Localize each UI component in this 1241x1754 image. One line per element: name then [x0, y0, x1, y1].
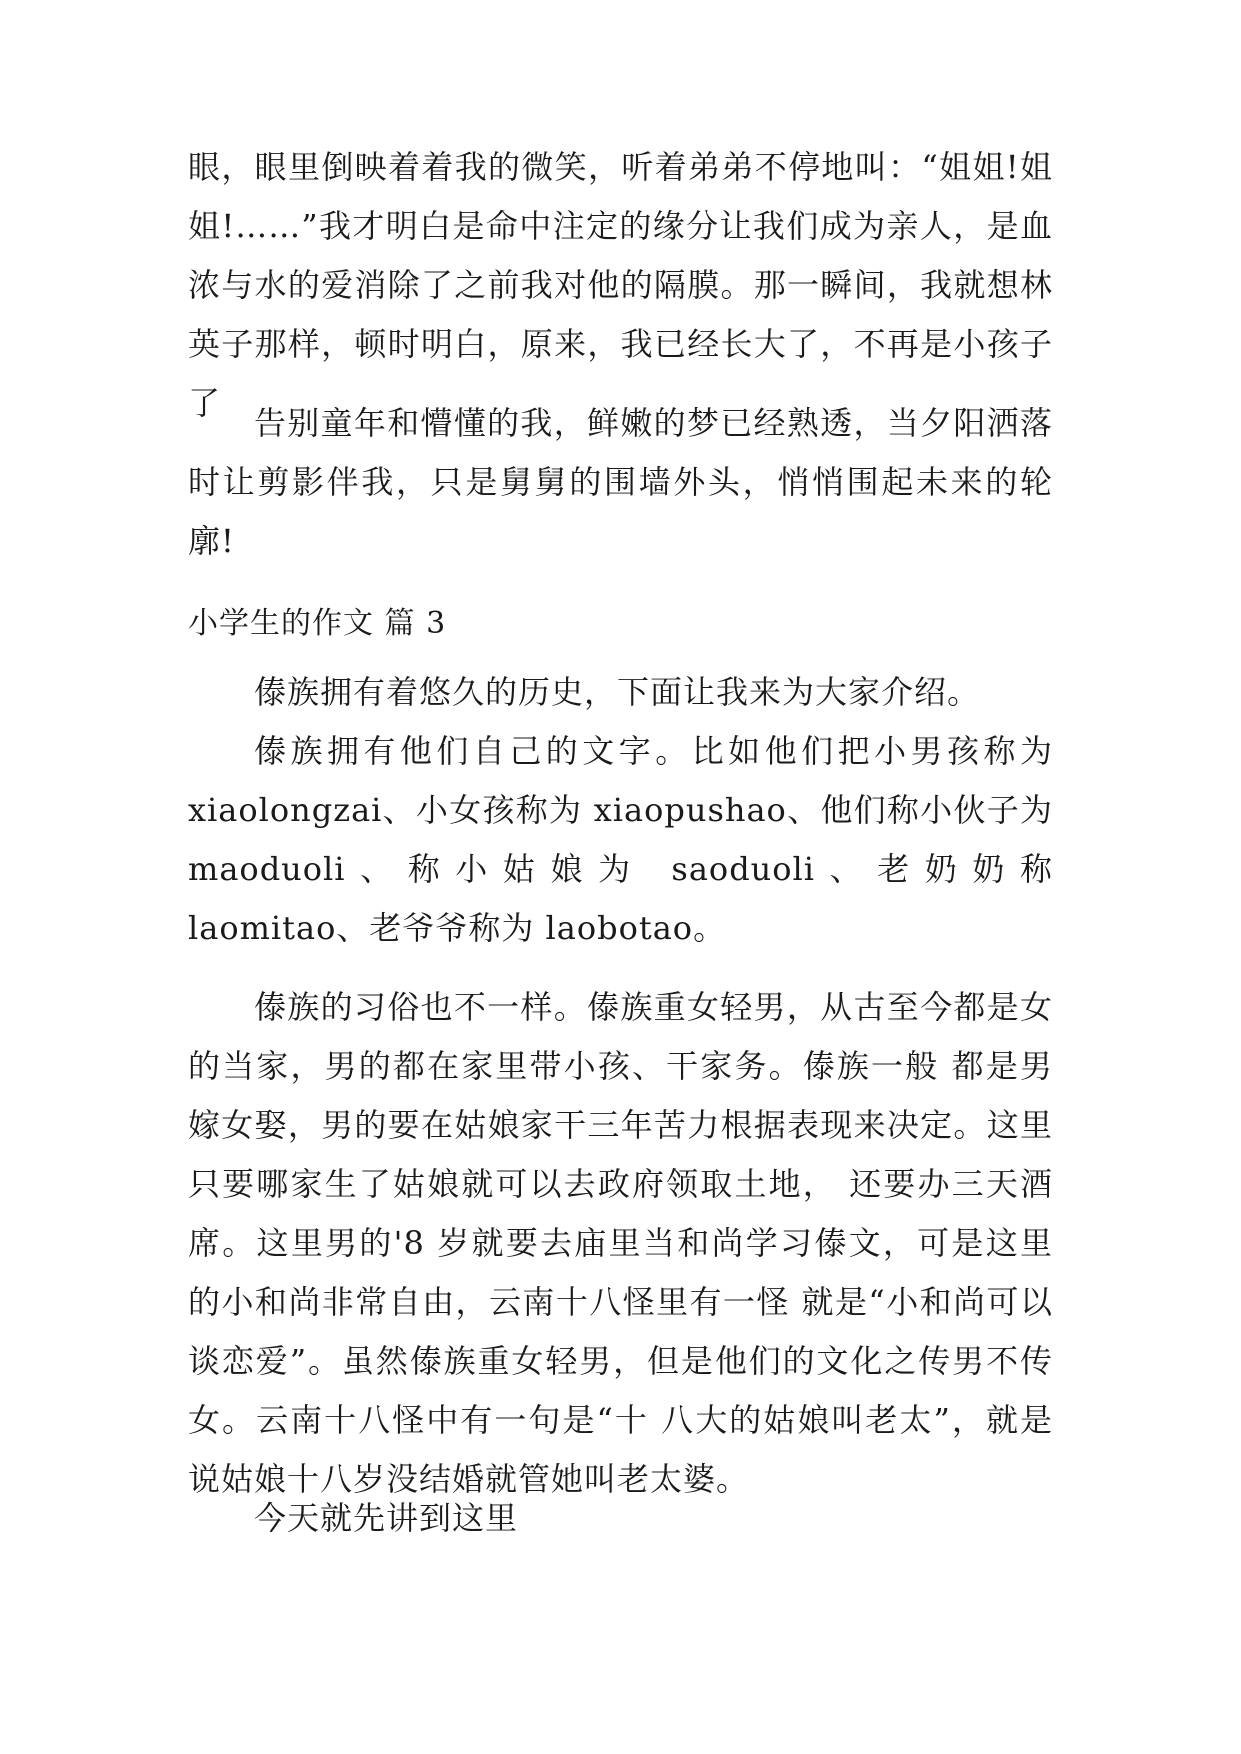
closing-paragraph: 今天就先讲到这里: [254, 1499, 519, 1537]
section-title: 小学生的作文 篇 3: [188, 606, 447, 641]
continuation-paragraph: 眼，眼里倒映着着我的微笑，听着弟弟不停地叫：“姐姐!姐姐!……”我才明白是命中注定的缘分让我们成为亲人，是血浓与水的爱消除了之前我对他的隔膜。那一瞬间，我就想林英子那样，顿时明白，原来，我已经长大了，不再是小孩子了: [188, 148, 1053, 422]
writing-paragraph: 傣族拥有他们自己的文字。比如他们把小男孩称为 xiaolongzai、小女孩称为 xiaopushao、他们称小伙子为 maoduoli、称小姑娘为 saoduoli、老奶奶称 laomitao、老爷爷称为 laobotao。: [188, 732, 1053, 947]
intro-paragraph: 傣族拥有着悠久的历史，下面让我来为大家介绍。: [254, 673, 981, 711]
customs-paragraph: 傣族的习俗也不一样。傣族重女轻男，从古至今都是女的当家，男的都在家里带小孩、干家务。傣族一般 都是男嫁女娶，男的要在姑娘家干三年苦力根据表现来决定。这里只要哪家生了姑娘就可以去政府领取土地， 还要办三天酒席。这里男的'8 岁就要去庙里当和尚学习傣文，可是这里的小和尚非常自由，云南十八怪里有一怪 就是“小和尚可以谈恋爱”。虽然傣族重女轻男，但是他们的文化之传男不传女。云南十八怪中有一句是“十 八大的姑娘叫老太”，就是说姑娘十八岁没结婚就管她叫老太婆。: [188, 988, 1053, 1498]
farewell-paragraph: 告别童年和懵懂的我，鲜嫩的梦已经熟透，当夕阳洒落时让剪影伴我，只是舅舅的围墙外头，悄悄围起未来的轮廓!: [188, 404, 1053, 560]
